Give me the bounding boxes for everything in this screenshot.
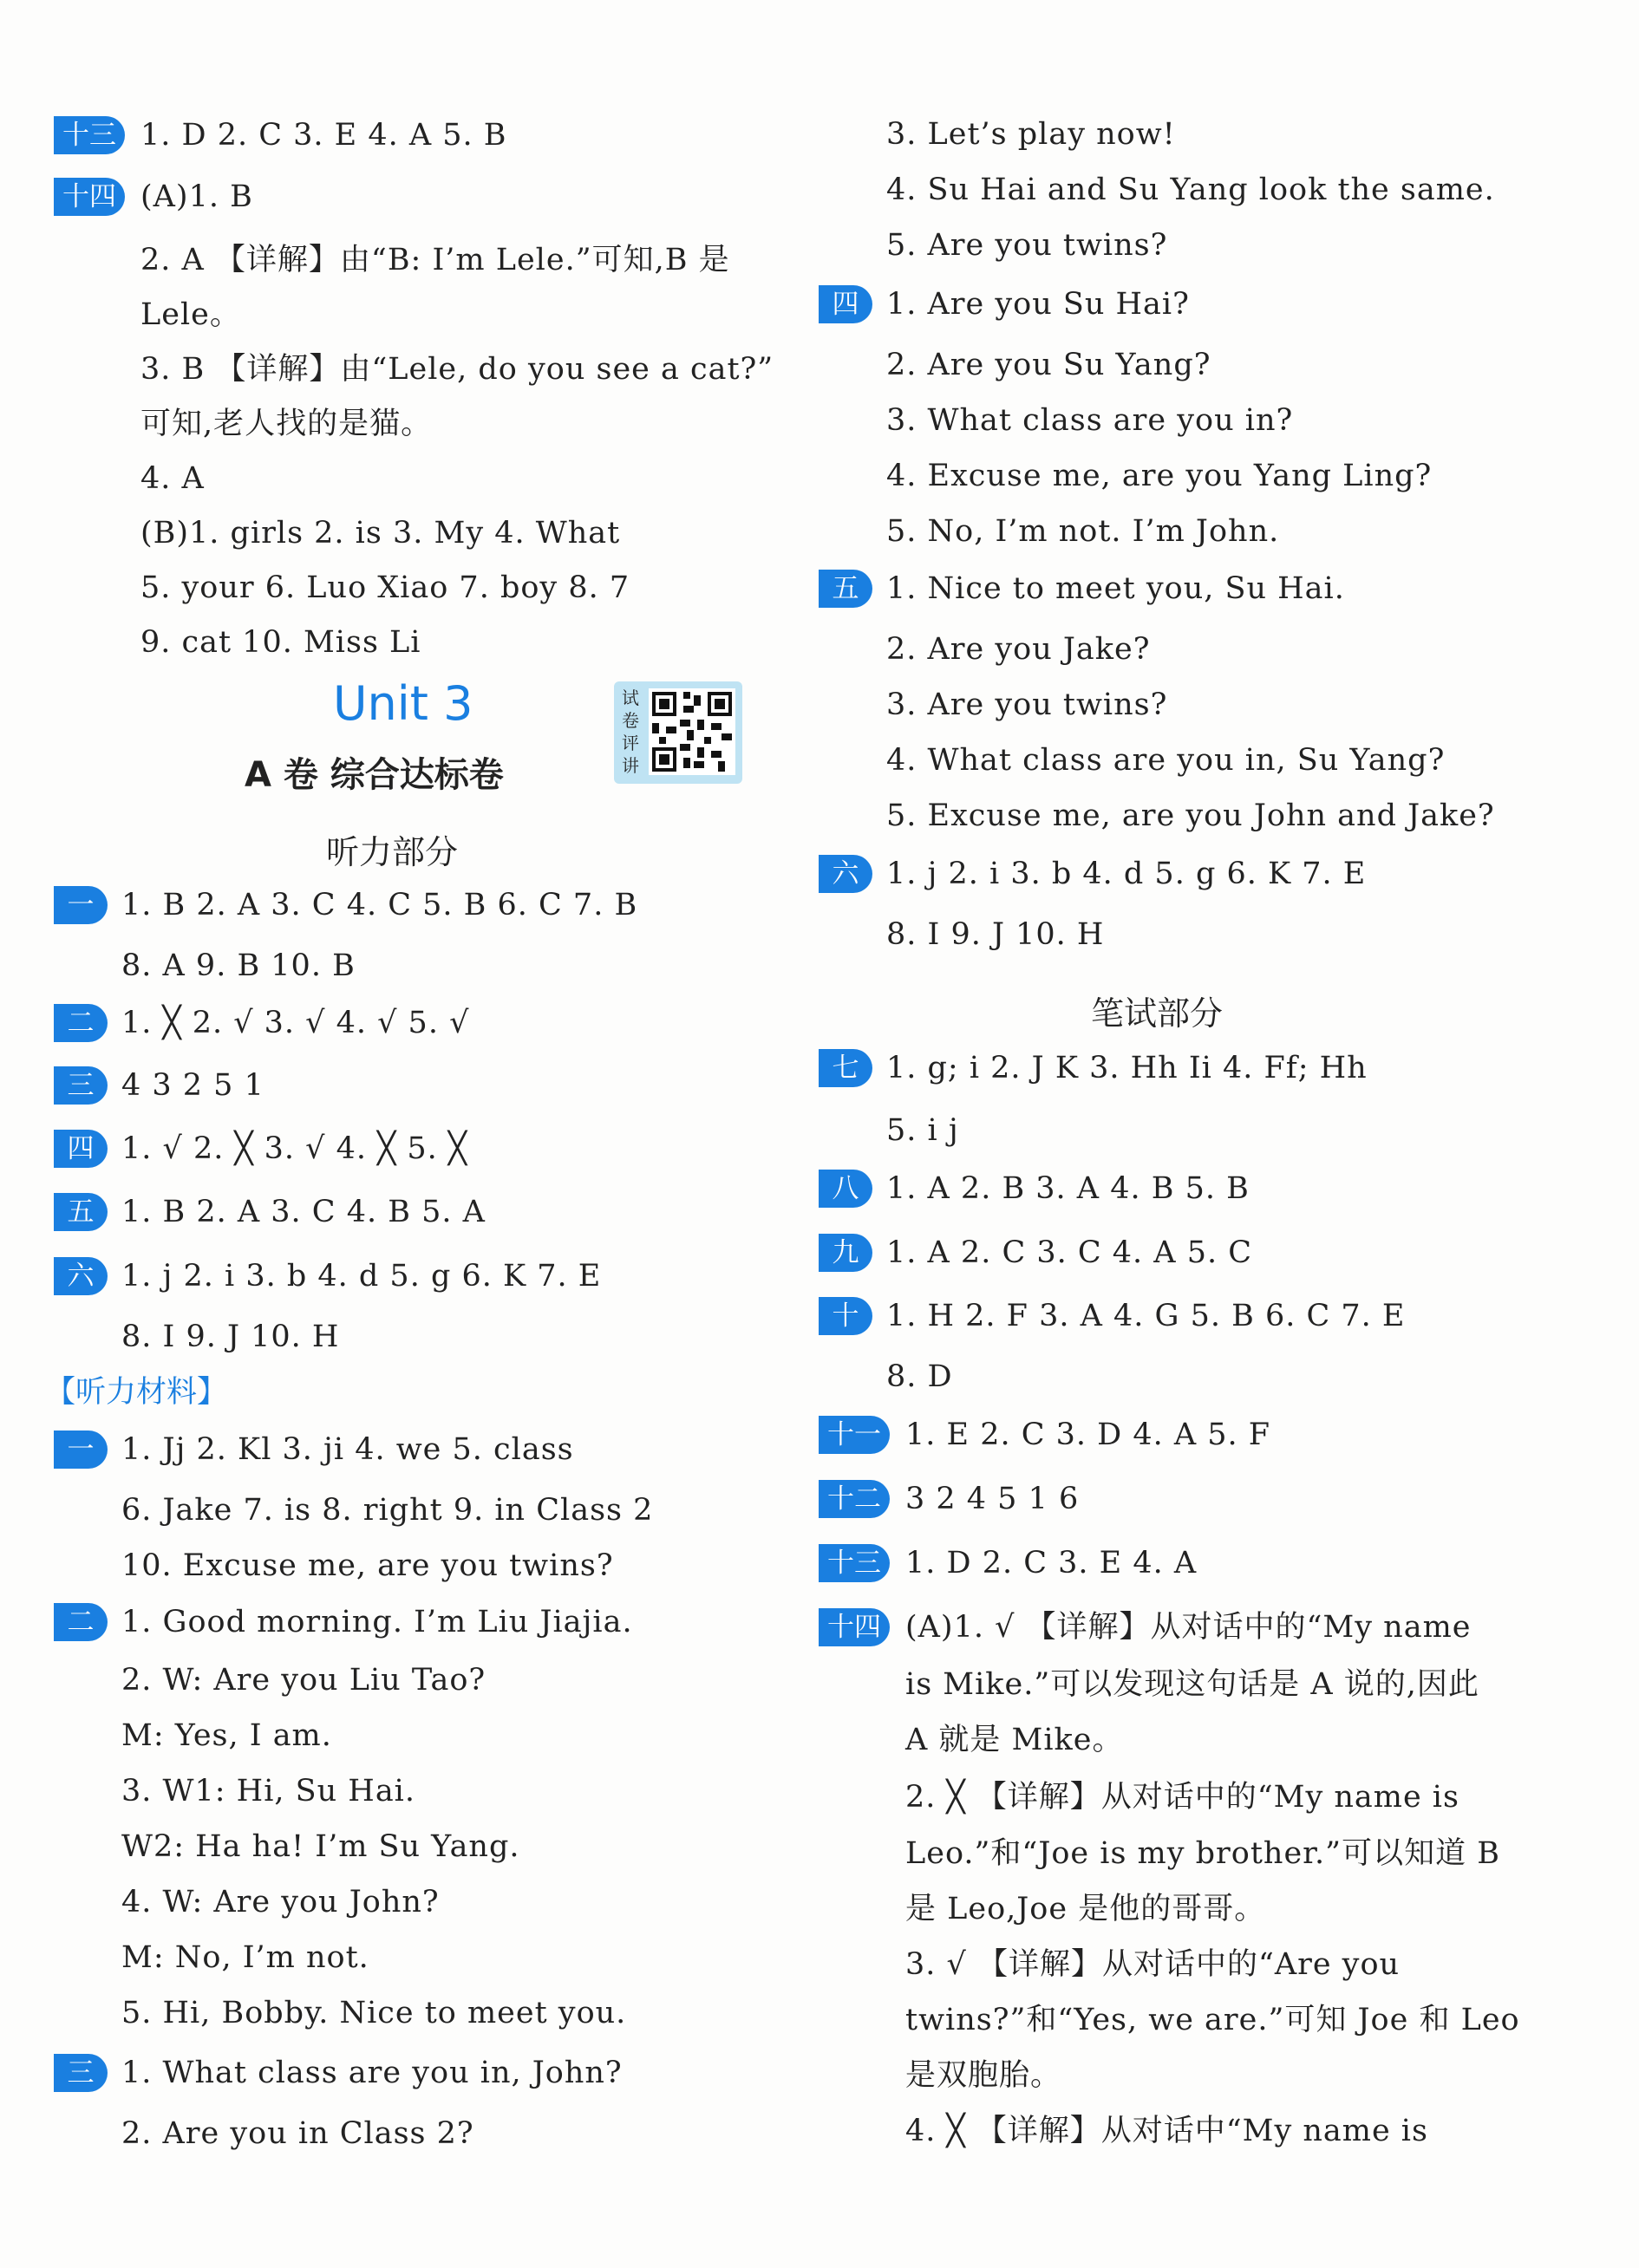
material-line: W2: Ha ha! I’m Su Yang. [121,1829,520,1864]
answer-line: 1. E 2. C 3. D 4. A 5. F [905,1418,1271,1452]
answer-explanation: 4. ╳ 【详解】从对话中“My name is [905,2114,1428,2148]
answer-line: 1. D 2. C 3. E 4. A [905,1546,1198,1580]
answer-explanation: 3. B 【详解】由“Lele, do you see a cat?” [140,352,774,387]
material-badge-2: 二 [54,1603,108,1641]
answer-line: 1. √ 2. ╳ 3. √ 4. ╳ 5. ╳ [121,1131,467,1166]
answer-line: 3 2 4 5 1 6 [905,1482,1080,1516]
answer-explanation: 可知,老人找的是猫。 [140,407,433,441]
section-badge-6: 六 [54,1257,108,1295]
material-line: M: Yes, I am. [121,1718,332,1753]
material-line: 4. W: Are you John? [121,1885,440,1919]
material-line: 5. Hi, Bobby. Nice to meet you. [121,1996,627,2030]
material-line: 5. Excuse me, are you John and Jake? [886,798,1495,833]
answer-line: (A)1. B [140,179,253,214]
section-badge-11: 十一 [819,1416,890,1454]
answer-line: 1. A 2. C 3. C 4. A 5. C [886,1235,1252,1270]
section-badge-14: 十四 [819,1608,890,1646]
section-badge-4: 四 [54,1130,108,1168]
material-badge-1: 一 [54,1431,108,1469]
material-line: 8. I 9. J 10. H [886,917,1105,952]
section-badge-14: 十四 [54,178,125,216]
section-badge-9: 九 [819,1234,872,1272]
section-badge-2: 二 [54,1004,108,1042]
unit-title: Unit 3 [333,676,473,731]
answer-line: 4 3 2 5 1 [121,1068,264,1103]
answer-explanation: Lele。 [140,297,241,332]
material-line: 3. What class are you in? [886,403,1294,438]
section-badge-7: 七 [819,1049,872,1087]
answer-line: (B)1. girls 2. is 3. My 4. What [140,516,621,551]
written-heading: 笔试部分 [1091,994,1224,1033]
answer-line: 8. D [886,1359,953,1394]
answer-explanation: Leo.”和“Joe is my brother.”可以知道 B [905,1836,1500,1871]
material-line: 10. Excuse me, are you twins? [121,1548,614,1583]
material-line: 1. What class are you in, John? [121,2056,623,2090]
answer-line: 1. ╳ 2. √ 3. √ 4. √ 5. √ [121,1006,470,1040]
answer-line: 1. j 2. i 3. b 4. d 5. g 6. K 7. E [121,1259,602,1294]
material-line: 1. Good morning. I’m Liu Jiajia. [121,1605,633,1639]
answer-line: 1. g; i 2. J K 3. Hh Ii 4. Ff; Hh [886,1051,1368,1085]
answer-explanation: twins?”和“Yes, we are.”可知 Joe 和 Leo [905,2003,1520,2037]
material-line: 3. Let’s play now! [886,117,1176,152]
answer-explanation: 2. A 【详解】由“B: I’m Lele.”可知,B 是 [140,243,730,277]
answer-line: 8. A 9. B 10. B [121,948,356,983]
qr-code-icon [649,688,735,775]
answer-line: 5. i j [886,1113,959,1148]
answer-line: 1. D 2. C 3. E 4. A 5. B [140,118,507,153]
material-line: 6. Jake 7. is 8. right 9. in Class 2 [121,1493,654,1528]
material-line: 1. Jj 2. Kl 3. ji 4. we 5. class [121,1432,574,1467]
answer-explanation: is Mike.”可以发现这句话是 A 说的,因此 [905,1667,1479,1702]
answer-line: 9. cat 10. Miss Li [140,625,421,660]
answer-explanation: 3. √ 【详解】从对话中的“Are you [905,1947,1401,1982]
material-line: 4. Su Hai and Su Yang look the same. [886,173,1495,207]
material-badge-3: 三 [54,2054,108,2092]
answer-line: 5. your 6. Luo Xiao 7. boy 8. 7 [140,570,630,605]
material-line: 1. Nice to meet you, Su Hai. [886,571,1345,606]
answer-explanation: 2. ╳ 【详解】从对话中的“My name is [905,1780,1459,1815]
section-badge-8: 八 [819,1170,872,1208]
section-badge-1: 一 [54,886,108,924]
answer-explanation: 是 Leo,Joe 是他的哥哥。 [905,1892,1266,1926]
material-badge-4: 四 [819,285,872,323]
section-badge-13: 十三 [54,116,125,154]
section-badge-13: 十三 [819,1544,890,1582]
material-badge-5: 五 [819,570,872,608]
material-line: 1. Are you Su Hai? [886,287,1190,322]
section-badge-3: 三 [54,1066,108,1105]
section-badge-10: 十 [819,1297,872,1335]
listening-material-label: 【听力材料】 [45,1375,228,1410]
answer-line: 1. B 2. A 3. C 4. B 5. A [121,1195,486,1229]
material-line: 2. Are you in Class 2? [121,2116,474,2151]
answer-line: 4. A [140,461,205,496]
material-line: M: No, I’m not. [121,1940,369,1975]
section-badge-5: 五 [54,1193,108,1231]
material-badge-6: 六 [819,855,872,893]
material-line: 3. Are you twins? [886,688,1168,722]
answer-explanation: 是双胞胎。 [905,2058,1062,2093]
answer-line: 1. A 2. B 3. A 4. B 5. B [886,1171,1250,1206]
section-badge-12: 十二 [819,1480,890,1518]
answer-line: 1. H 2. F 3. A 4. G 5. B 6. C 7. E [886,1299,1406,1333]
material-line: 2. Are you Su Yang? [886,348,1211,382]
answer-explanation: (A)1. √ 【详解】从对话中的“My name [905,1610,1472,1645]
paper-subtitle: A 卷 综合达标卷 [245,755,504,795]
qr-code-panel[interactable] [614,681,742,784]
material-line: 2. W: Are you Liu Tao? [121,1663,486,1698]
qr-label: 试卷评讲 [622,688,639,776]
listening-heading: 听力部分 [326,833,459,871]
answer-line: 8. I 9. J 10. H [121,1320,340,1354]
material-line: 4. Excuse me, are you Yang Ling? [886,459,1433,493]
answer-explanation: A 就是 Mike。 [905,1723,1124,1757]
material-line: 1. j 2. i 3. b 4. d 5. g 6. K 7. E [886,857,1367,891]
material-line: 4. What class are you in, Su Yang? [886,743,1446,778]
material-line: 3. W1: Hi, Su Hai. [121,1774,415,1809]
material-line: 2. Are you Jake? [886,632,1151,667]
material-line: 5. Are you twins? [886,228,1168,263]
material-line: 5. No, I’m not. I’m John. [886,514,1280,549]
answer-line: 1. B 2. A 3. C 4. C 5. B 6. C 7. B [121,888,638,922]
